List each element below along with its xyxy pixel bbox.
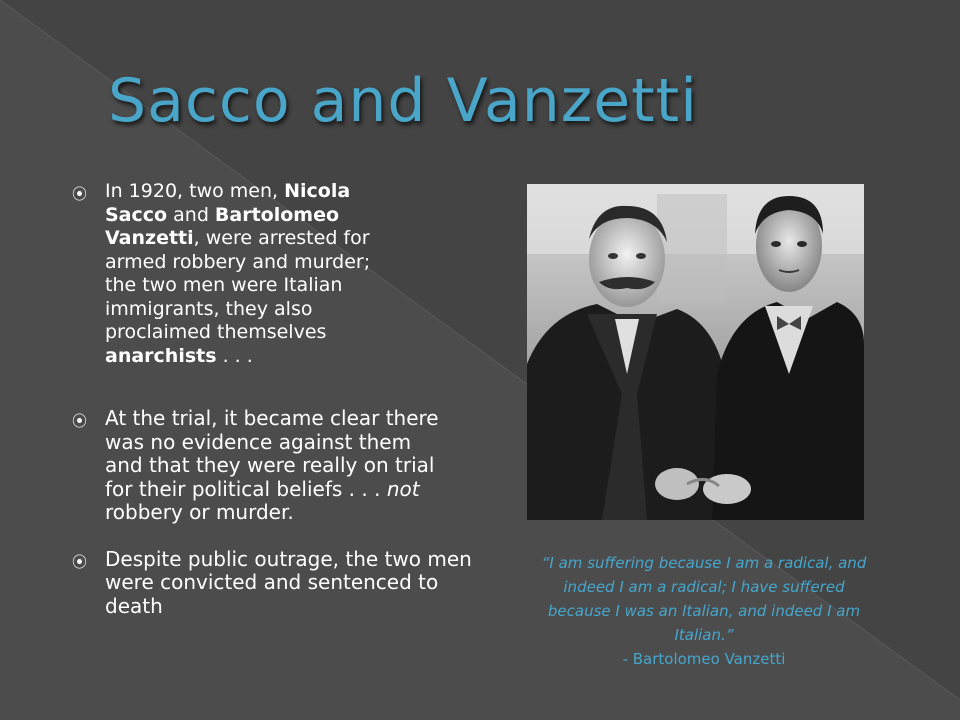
bullet-text: [105, 406, 439, 524]
bullet-text: Despite public outrage, the two men were convicted and sentenced to death: [105, 546, 472, 618]
target-bullet-icon: ⦿: [72, 552, 88, 571]
bullet-text: [105, 180, 370, 367]
text-run: , were arrested for armed robbery and murder; the two men were Italian immigrants, they also proclaimed themselves: [105, 227, 371, 343]
text-run-bold: anarchists: [105, 344, 217, 367]
text-run: In 1920, two men,: [105, 180, 285, 202]
sacco-vanzetti-photo: [527, 184, 864, 520]
text-run: . . .: [216, 344, 253, 367]
photo-illustration: [527, 184, 864, 520]
bullet-item-trial: [72, 407, 445, 525]
bullet-item-arrest: [72, 180, 405, 368]
quote-attribution: - Bartolomeo Vanzetti: [622, 650, 786, 668]
slide-title: Sacco and Vanzetti: [108, 66, 698, 136]
vanzetti-quote: [534, 551, 874, 671]
quote-text: “I am suffering because I am a radical, and indeed I am a radical; I have suffered because I was an Italian, and indeed I am Italian.”: [541, 554, 867, 644]
text-run-bold: Nicola Sacco: [105, 180, 351, 226]
target-bullet-icon: ⦿: [72, 412, 88, 430]
target-bullet-icon: ⦿: [72, 185, 88, 203]
bullet-item-conviction: [72, 548, 485, 619]
bullet-list: [72, 180, 492, 618]
text-run-bold: Bartolomeo Vanzetti: [105, 203, 340, 249]
text-run-italic: not: [386, 476, 420, 501]
text-run: At the trial, it became clear there was no evidence against them and that they were really on trial for their political beliefs . . .: [105, 406, 439, 501]
text-run: robbery or murder.: [105, 500, 294, 524]
text-run: and: [167, 203, 215, 226]
